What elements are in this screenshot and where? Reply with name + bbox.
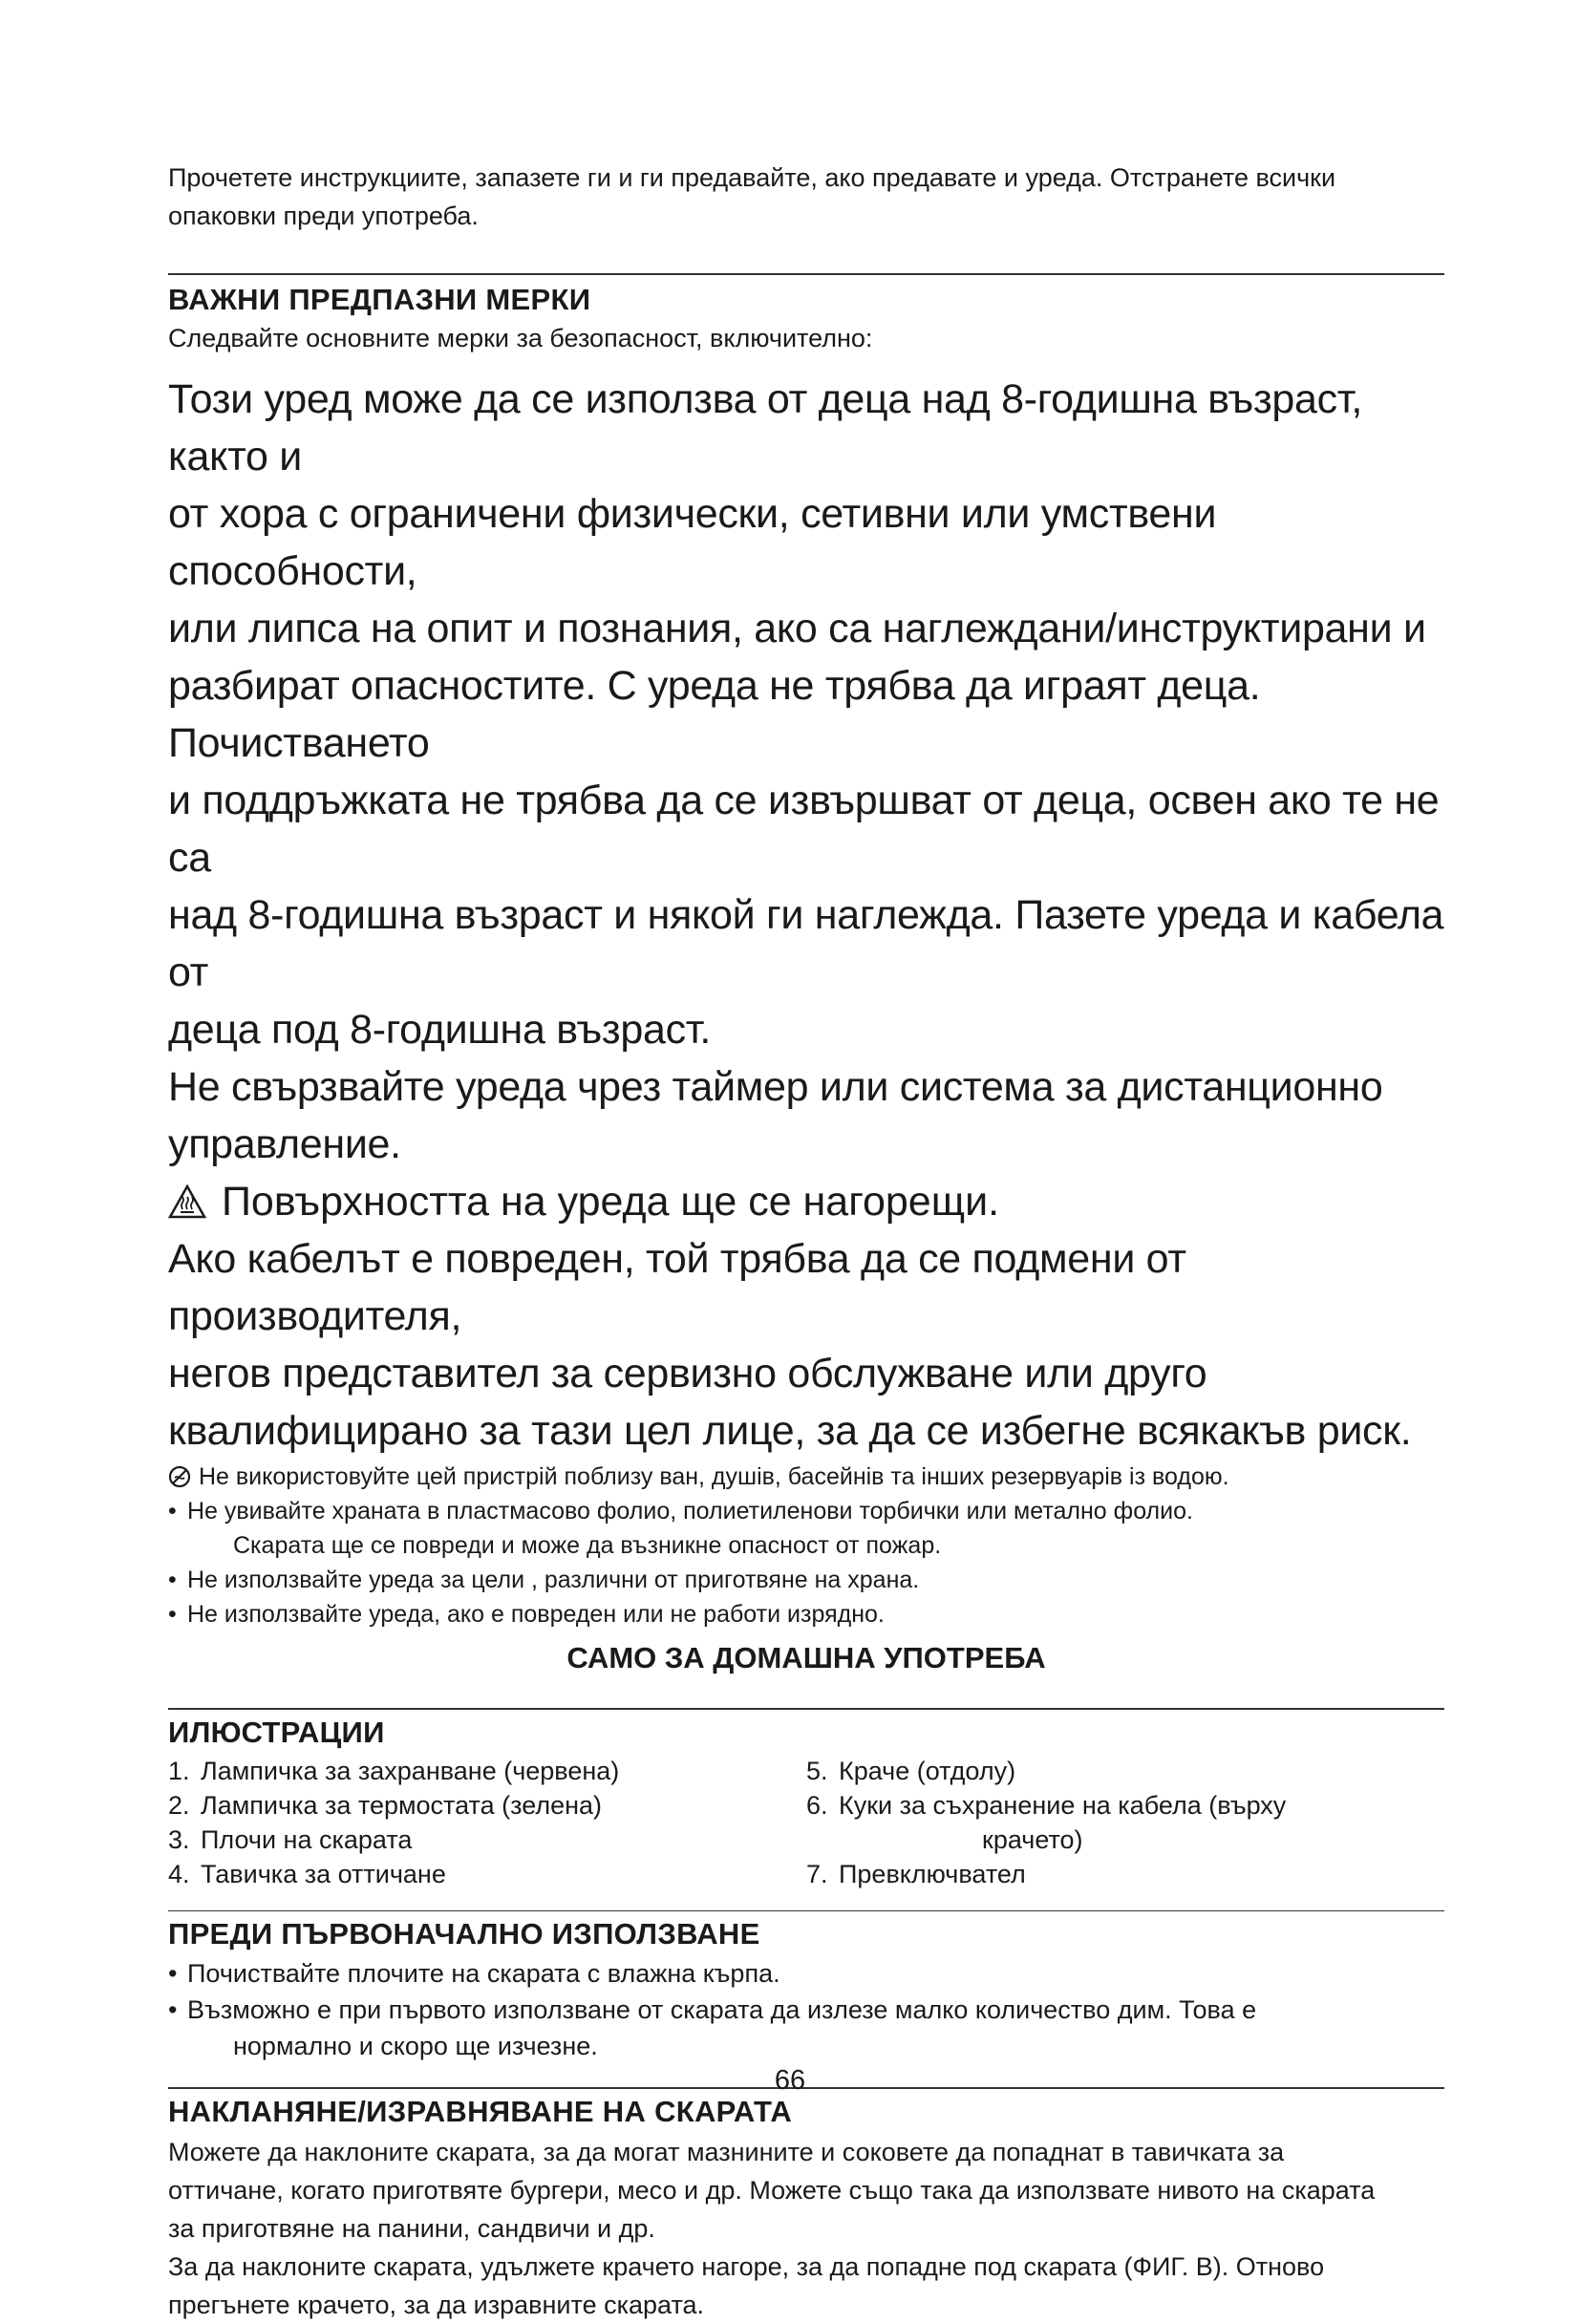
big-line: управление. bbox=[168, 1121, 401, 1167]
bullet-mark: • bbox=[168, 1567, 177, 1593]
tilt-line: за приготвяне на панини, сандвичи и др. bbox=[168, 2214, 655, 2243]
section-title-illustrations: ИЛЮСТРАЦИИ bbox=[168, 1716, 385, 1749]
item-number: 2. bbox=[168, 1791, 190, 1820]
list-item bbox=[168, 1597, 1444, 1631]
intro-line-1: Прочетете инструкциите, запазете ги и ги предавайте, ако предавате и уреда. Отстранете всички bbox=[168, 163, 1336, 192]
list-item bbox=[168, 1494, 1444, 1563]
intro-line-2: опаковки преди употреба. bbox=[168, 202, 479, 230]
item-number: 6. bbox=[806, 1791, 828, 1820]
tilt-line: Можете да наклоните скарата, за да могат мазнините и соковете да попаднат в тавичката за bbox=[168, 2138, 1285, 2166]
illustrations-list bbox=[168, 1754, 1444, 1891]
bullet-text-cont: Скарата ще се повреди и може да възникне опасност от пожар. bbox=[233, 1532, 942, 1559]
item-text: Лампичка за захранване (червена) bbox=[201, 1757, 620, 1785]
section-divider bbox=[168, 1910, 1444, 1911]
item-text: Куки за съхранение на кабела (върху bbox=[839, 1791, 1287, 1820]
item-text: Превключвател bbox=[839, 1860, 1026, 1888]
big-line: над 8-годишна възраст и някой ги наглежда. Пазете уреда и кабела от bbox=[168, 892, 1444, 995]
big-line: или липса на опит и познания, ако са наглеждани/инструктирани и bbox=[168, 606, 1426, 651]
water-warning-text: Не використовуйте цей пристрій поблизу ван, душів, басейнів та інших резервуарів із водою. bbox=[199, 1463, 1229, 1490]
bullet-text-cont: нормално и скоро ще изчезне. bbox=[233, 2032, 598, 2060]
bullet-text: Не използвайте уреда, ако е повреден или не работи изрядно. bbox=[187, 1601, 885, 1628]
list-item bbox=[806, 1754, 1444, 1788]
item-text: Тавичка за оттичане bbox=[201, 1860, 446, 1888]
first-use-bullets bbox=[168, 1955, 1444, 2064]
section-divider bbox=[168, 1708, 1444, 1710]
tilt-body bbox=[168, 2133, 1444, 2324]
cord-line: квалифицирано за тази цел лице, за да се избегне всякакъв риск. bbox=[168, 1408, 1412, 1454]
bullet-text: Не използвайте уреда за цели , различни от приготвяне на храна. bbox=[187, 1567, 920, 1593]
bullet-mark: • bbox=[168, 1959, 178, 1988]
page-number: 66 bbox=[774, 2065, 806, 2096]
tilt-line: За да наклоните скарата, удължете крачето нагоре, за да попадне под скарата (ФИГ. B). Отново bbox=[168, 2252, 1325, 2281]
list-item bbox=[168, 1563, 1444, 1597]
item-text: Лампичка за термостата (зелена) bbox=[201, 1791, 603, 1820]
safety-bullets bbox=[168, 1494, 1444, 1631]
safety-big-text bbox=[168, 371, 1444, 1460]
hot-surface-icon bbox=[168, 1177, 206, 1211]
water-warning bbox=[168, 1460, 1444, 1494]
illustrations-col-right bbox=[806, 1754, 1444, 1891]
bullet-mark: • bbox=[168, 1995, 178, 2024]
list-item bbox=[168, 1788, 806, 1823]
item-number: 7. bbox=[806, 1860, 828, 1888]
item-text: Краче (отдолу) bbox=[839, 1757, 1016, 1785]
list-item bbox=[168, 1992, 1444, 2064]
intro-text bbox=[168, 159, 1444, 235]
safety-lead: Следвайте основните мерки за безопасност, включително: bbox=[168, 324, 873, 352]
big-line: Не свързвайте уреда чрез таймер или система за дистанционно bbox=[168, 1064, 1383, 1110]
page-content bbox=[168, 159, 1444, 2324]
bullet-text: Почиствайте плочите на скарата с влажна кърпа. bbox=[187, 1959, 780, 1988]
list-item bbox=[806, 1788, 1444, 1857]
big-line: от хора с ограничени физически, сетивни или умствени способности, bbox=[168, 491, 1217, 594]
hot-warning-text: Повърхността на уреда ще се нагорещи. bbox=[222, 1179, 1000, 1225]
section-title-tilt: НАКЛАНЯНЕ/ИЗРАВНЯВАНЕ НА СКАРАТА bbox=[168, 2095, 793, 2128]
list-item bbox=[168, 1823, 806, 1857]
illustrations-col-left bbox=[168, 1754, 806, 1891]
item-text-wrap: крачето) bbox=[982, 1825, 1083, 1854]
big-line: и поддръжката не трябва да се извършват от деца, освен ако те не са bbox=[168, 778, 1440, 881]
cord-line: Ако кабелът е повреден, той трябва да се подмени от производителя, bbox=[168, 1236, 1186, 1339]
section-title-safety: ВАЖНИ ПРЕДПАЗНИ МЕРКИ bbox=[168, 283, 591, 316]
bullet-mark: • bbox=[168, 1498, 177, 1524]
section-divider bbox=[168, 273, 1444, 275]
item-number: 4. bbox=[168, 1860, 190, 1888]
bullet-text: Не увивайте храната в пластмасово фолио, полиетиленови торбички или метално фолио. bbox=[187, 1498, 1193, 1524]
list-item bbox=[168, 1754, 806, 1788]
household-only-heading: САМО ЗА ДОМАШНА УПОТРЕБА bbox=[566, 1641, 1046, 1674]
item-text: Плочи на скарата bbox=[201, 1825, 413, 1854]
big-line: Този уред може да се използва от деца над 8-годишна възраст, както и bbox=[168, 376, 1363, 480]
list-item bbox=[168, 1857, 806, 1891]
bullet-text: Възможно е при първото използване от скарата да излезе малко количество дим. Това е bbox=[187, 1995, 1257, 2024]
tilt-line: оттичане, когато приготвяте бургери, месо и др. Можете също така да използвате нивото на скарата bbox=[168, 2176, 1376, 2205]
list-item bbox=[168, 1955, 1444, 1992]
no-water-icon bbox=[168, 1463, 191, 1486]
section-title-first-use: ПРЕДИ ПЪРВОНАЧАЛНО ИЗПОЛЗВАНЕ bbox=[168, 1917, 760, 1951]
list-item bbox=[806, 1857, 1444, 1891]
cord-line: негов представител за сервизно обслужване или друго bbox=[168, 1351, 1207, 1397]
item-number: 3. bbox=[168, 1825, 190, 1854]
item-number: 5. bbox=[806, 1757, 828, 1785]
big-line: деца под 8-годишна възраст. bbox=[168, 1007, 712, 1053]
item-number: 1. bbox=[168, 1757, 190, 1785]
big-line: разбират опасностите. С уреда не трябва да играят деца. Почистването bbox=[168, 663, 1261, 766]
hot-surface-warning bbox=[168, 1173, 1444, 1230]
tilt-line: прегънете крачето, за да изравните скарата. bbox=[168, 2291, 705, 2319]
bullet-mark: • bbox=[168, 1601, 177, 1628]
